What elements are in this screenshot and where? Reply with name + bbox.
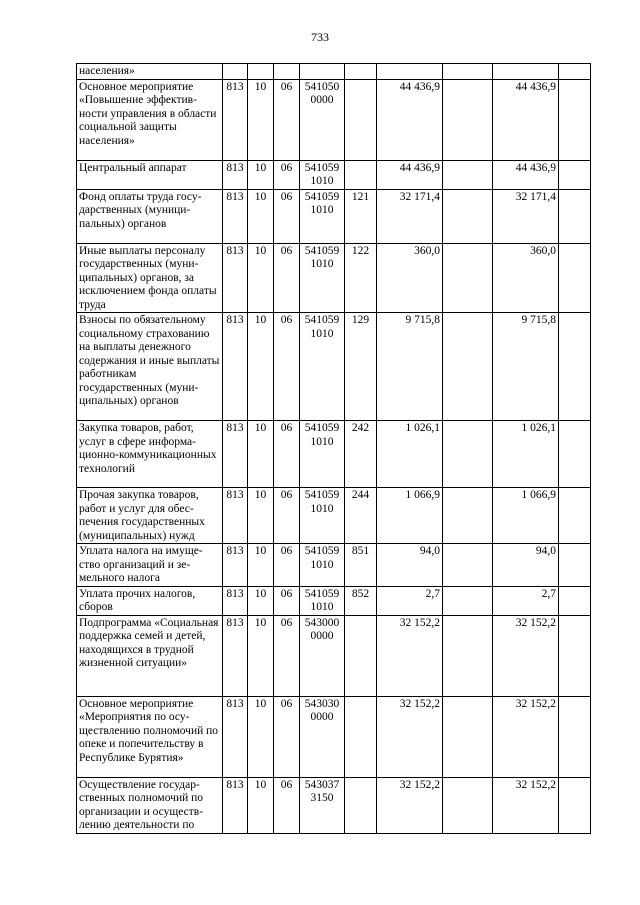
admin-code-cell: 813 [223, 160, 248, 189]
row-name-cell: Уплата прочих налогов, сборов [77, 586, 223, 615]
admin-code-cell: 813 [223, 421, 248, 488]
empty-cell [443, 313, 493, 421]
expense-type-cell [345, 615, 377, 696]
table-row [77, 544, 591, 587]
subsection-cell: 06 [274, 79, 300, 160]
admin-code-cell: 813 [223, 777, 248, 833]
target-article-cell: 541059 1010 [300, 544, 345, 587]
amount-cell: 9 715,8 [377, 313, 443, 421]
empty-cell [559, 696, 591, 777]
empty-cell [559, 544, 591, 587]
empty-cell [443, 696, 493, 777]
amount-total-cell [493, 64, 559, 80]
table-row [77, 421, 591, 488]
row-name-cell: Прочая закупка товаров, работ и услуг для обеспечения государственных (муниципальных) нужд [77, 488, 223, 544]
table-row [77, 189, 591, 243]
empty-cell [559, 421, 591, 488]
table-body [77, 64, 591, 834]
amount-total-cell: 2,7 [493, 586, 559, 615]
admin-code-cell: 813 [223, 586, 248, 615]
empty-cell [559, 615, 591, 696]
admin-code-cell: 813 [223, 79, 248, 160]
section-cell: 10 [248, 243, 274, 313]
row-name-cell: Основное мероприятие «Мероприятия по осуществлению полномочий по опеке и попечительству в Республике Бурятия» [77, 696, 223, 777]
amount-cell: 32 152,2 [377, 615, 443, 696]
subsection-cell: 06 [274, 777, 300, 833]
section-cell: 10 [248, 313, 274, 421]
table-row [77, 488, 591, 544]
section-cell: 10 [248, 544, 274, 587]
amount-cell: 1 066,9 [377, 488, 443, 544]
row-name-cell: населения» [77, 64, 223, 80]
section-cell: 10 [248, 488, 274, 544]
expense-type-cell: 129 [345, 313, 377, 421]
empty-cell [559, 64, 591, 80]
empty-cell [443, 586, 493, 615]
admin-code-cell: 813 [223, 615, 248, 696]
row-name-cell: Осуществление государственных полномочий по организации и осуществлению деятельности по [77, 777, 223, 833]
target-article-cell: 541059 1010 [300, 189, 345, 243]
empty-cell [443, 488, 493, 544]
admin-code-cell: 813 [223, 488, 248, 544]
amount-cell: 44 436,9 [377, 79, 443, 160]
empty-cell [443, 421, 493, 488]
expense-type-cell: 852 [345, 586, 377, 615]
expense-type-cell [345, 79, 377, 160]
empty-cell [559, 243, 591, 313]
section-cell: 10 [248, 189, 274, 243]
row-name-cell: Закупка товаров, работ, услуг в сфере информационно-коммуникационных технологий [77, 421, 223, 488]
target-article-cell: 541059 1010 [300, 488, 345, 544]
amount-cell: 360,0 [377, 243, 443, 313]
expense-type-cell [345, 696, 377, 777]
section-cell: 10 [248, 777, 274, 833]
empty-cell [443, 79, 493, 160]
row-name-cell: Основное мероприятие «Повышение эффективности управления в области социальной защиты населения» [77, 79, 223, 160]
expense-type-cell: 121 [345, 189, 377, 243]
subsection-cell: 06 [274, 160, 300, 189]
empty-cell [443, 243, 493, 313]
section-cell: 10 [248, 586, 274, 615]
amount-cell: 94,0 [377, 544, 443, 587]
amount-total-cell: 32 152,2 [493, 777, 559, 833]
table-row [77, 79, 591, 160]
section-cell: 10 [248, 696, 274, 777]
empty-cell [559, 160, 591, 189]
amount-cell: 1 026,1 [377, 421, 443, 488]
target-article-cell: 543037 3150 [300, 777, 345, 833]
expense-type-cell [345, 64, 377, 80]
expense-type-cell: 242 [345, 421, 377, 488]
admin-code-cell: 813 [223, 189, 248, 243]
subsection-cell: 06 [274, 421, 300, 488]
empty-cell [559, 488, 591, 544]
table-row [77, 64, 591, 80]
amount-cell: 2,7 [377, 586, 443, 615]
empty-cell [443, 160, 493, 189]
amount-total-cell: 32 171,4 [493, 189, 559, 243]
subsection-cell: 06 [274, 243, 300, 313]
target-article-cell: 541059 1010 [300, 313, 345, 421]
target-article-cell: 541059 1010 [300, 586, 345, 615]
table-row [77, 696, 591, 777]
table-row [77, 586, 591, 615]
section-cell: 10 [248, 421, 274, 488]
amount-cell: 44 436,9 [377, 160, 443, 189]
budget-table [76, 63, 591, 834]
amount-cell: 32 152,2 [377, 777, 443, 833]
subsection-cell: 06 [274, 586, 300, 615]
admin-code-cell: 813 [223, 313, 248, 421]
amount-total-cell: 32 152,2 [493, 615, 559, 696]
target-article-cell: 543000 0000 [300, 615, 345, 696]
target-article-cell: 541059 1010 [300, 160, 345, 189]
row-name-cell: Взносы по обязательному социальному страхованию на выплаты денежного содержания и иные выплаты работникам государственных (муниципальных) органов [77, 313, 223, 421]
empty-cell [559, 189, 591, 243]
admin-code-cell: 813 [223, 696, 248, 777]
target-article-cell: 543030 0000 [300, 696, 345, 777]
target-article-cell [300, 64, 345, 80]
subsection-cell: 06 [274, 544, 300, 587]
target-article-cell: 541059 1010 [300, 243, 345, 313]
empty-cell [559, 777, 591, 833]
section-cell: 10 [248, 615, 274, 696]
empty-cell [559, 79, 591, 160]
expense-type-cell: 122 [345, 243, 377, 313]
amount-total-cell: 360,0 [493, 243, 559, 313]
amount-total-cell: 1 026,1 [493, 421, 559, 488]
empty-cell [559, 586, 591, 615]
section-cell: 10 [248, 79, 274, 160]
table-row [77, 160, 591, 189]
empty-cell [443, 615, 493, 696]
table-row [77, 777, 591, 833]
row-name-cell: Уплата налога на имущество организаций и земельного налога [77, 544, 223, 587]
section-cell [248, 64, 274, 80]
amount-cell: 32 171,4 [377, 189, 443, 243]
subsection-cell: 06 [274, 615, 300, 696]
target-article-cell: 541059 1010 [300, 421, 345, 488]
table-row [77, 243, 591, 313]
empty-cell [443, 777, 493, 833]
table-row [77, 615, 591, 696]
amount-cell: 32 152,2 [377, 696, 443, 777]
expense-type-cell: 851 [345, 544, 377, 587]
admin-code-cell: 813 [223, 544, 248, 587]
page-number: 733 [311, 30, 329, 44]
empty-cell [443, 544, 493, 587]
admin-code-cell: 813 [223, 243, 248, 313]
subsection-cell: 06 [274, 313, 300, 421]
subsection-cell: 06 [274, 488, 300, 544]
table-row [77, 313, 591, 421]
subsection-cell [274, 64, 300, 80]
amount-total-cell: 44 436,9 [493, 160, 559, 189]
subsection-cell: 06 [274, 696, 300, 777]
row-name-cell: Подпрограмма «Социальная поддержка семей и детей, находящихся в трудной жизненной ситуации» [77, 615, 223, 696]
row-name-cell: Фонд оплаты труда государственных (муниципальных) органов [77, 189, 223, 243]
row-name-cell: Центральный аппарат [77, 160, 223, 189]
amount-total-cell: 44 436,9 [493, 79, 559, 160]
amount-total-cell: 9 715,8 [493, 313, 559, 421]
section-cell: 10 [248, 160, 274, 189]
expense-type-cell [345, 160, 377, 189]
row-name-cell: Иные выплаты персоналу государственных (муниципальных) органов, за исключением фонда оплаты труда [77, 243, 223, 313]
amount-cell [377, 64, 443, 80]
admin-code-cell [223, 64, 248, 80]
expense-type-cell: 244 [345, 488, 377, 544]
target-article-cell: 541050 0000 [300, 79, 345, 160]
subsection-cell: 06 [274, 189, 300, 243]
empty-cell [443, 189, 493, 243]
amount-total-cell: 94,0 [493, 544, 559, 587]
amount-total-cell: 32 152,2 [493, 696, 559, 777]
empty-cell [559, 313, 591, 421]
expense-type-cell [345, 777, 377, 833]
empty-cell [443, 64, 493, 80]
amount-total-cell: 1 066,9 [493, 488, 559, 544]
